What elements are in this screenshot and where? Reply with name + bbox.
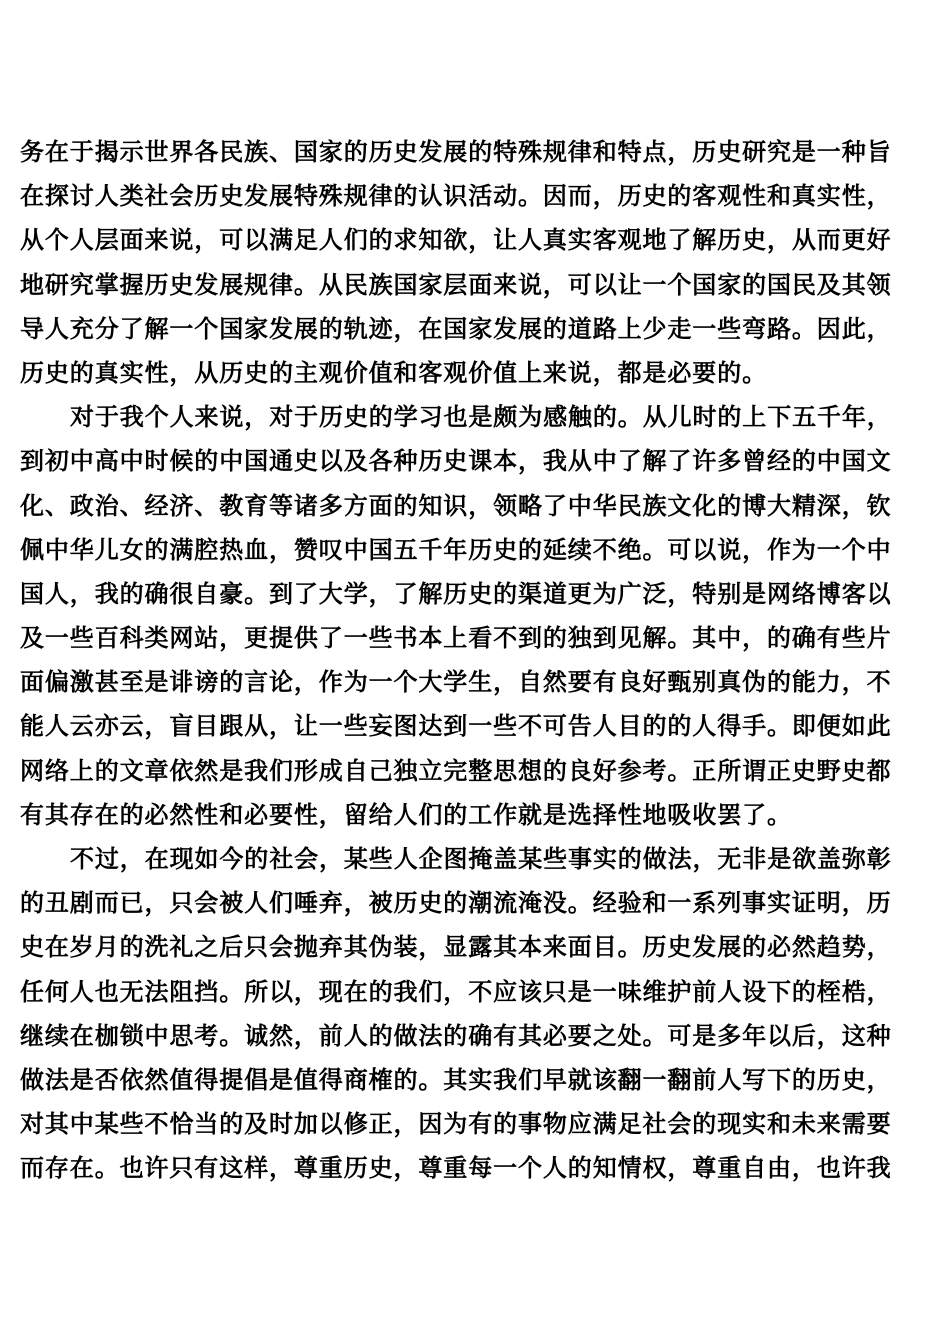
text-line: 对于我个人来说，对于历史的学习也是颇为感触的。从儿时的上下五千年， [70,402,892,432]
text-line: 历史的真实性，从历史的主观价值和客观价值上来说，都是必要的。 [20,357,767,387]
text-line: 能人云亦云，盲目跟从，让一些妄图达到一些不可告人目的的人得手。即便如此 [20,711,892,741]
text-line: 国人，我的确很自豪。到了大学，了解历史的渠道更为广泛，特别是网络博客以 [20,578,892,608]
text-line: 做法是否依然值得提倡是值得商榷的。其实我们早就该翻一翻前人写下的历史， [20,1064,892,1094]
text-line: 导人充分了解一个国家发展的轨迹，在国家发展的道路上少走一些弯路。因此， [20,313,892,343]
paragraph-2 [20,395,925,837]
text-line: 地研究掌握历史发展规律。从民族国家层面来说，可以让一个国家的国民及其领 [20,269,892,299]
document-body [20,130,925,1191]
text-line: 从个人层面来说，可以满足人们的求知欲，让人真实客观地了解历史，从而更好 [20,225,892,255]
text-line: 在探讨人类社会历史发展特殊规律的认识活动。因而，历史的客观性和真实性， [20,181,892,211]
text-line: 对其中某些不恰当的及时加以修正，因为有的事物应满足社会的现实和未来需要 [20,1109,892,1139]
text-line: 面偏激甚至是诽谤的言论，作为一个大学生，自然要有良好甄别真伪的能力，不 [20,667,892,697]
text-line: 及一些百科类网站，更提供了一些书本上看不到的独到见解。其中，的确有些片 [20,623,892,653]
text-line: 任何人也无法阻挡。所以，现在的我们，不应该只是一味维护前人设下的桎梏， [20,976,892,1006]
text-line: 务在于揭示世界各民族、国家的历史发展的特殊规律和特点，历史研究是一种旨 [20,137,892,166]
paragraph-3 [20,837,925,1191]
text-line: 佩中华儿女的满腔热血，赞叹中国五千年历史的延续不绝。可以说，作为一个中 [20,534,892,564]
text-line: 不过，在现如今的社会，某些人企图掩盖某些事实的做法，无非是欲盖弥彰 [70,844,892,873]
text-line: 网络上的文章依然是我们形成自己独立完整思想的良好参考。正所谓正史野史都 [20,755,892,785]
text-line: 继续在枷锁中思考。诚然，前人的做法的确有其必要之处。可是多年以后，这种 [20,1020,892,1050]
text-line: 的丑剧而已，只会被人们唾弃，被历史的潮流淹没。经验和一系列事实证明，历 [20,888,892,918]
text-line: 史在岁月的洗礼之后只会抛弃其伪装，显露其本来面目。历史发展的必然趋势， [20,932,892,962]
text-line: 而存在。也许只有这样，尊重历史，尊重每一个人的知情权，尊重自由，也许我 [20,1153,892,1183]
text-line: 有其存在的必然性和必要性，留给人们的工作就是选择性地吸收罢了。 [20,799,792,829]
paragraph-1 [20,130,925,395]
text-line: 到初中高中时候的中国通史以及各种历史课本，我从中了解了许多曾经的中国文 [20,446,892,476]
text-line: 化、政治、经济、教育等诸多方面的知识，领略了中华民族文化的博大精深，钦 [20,490,892,520]
